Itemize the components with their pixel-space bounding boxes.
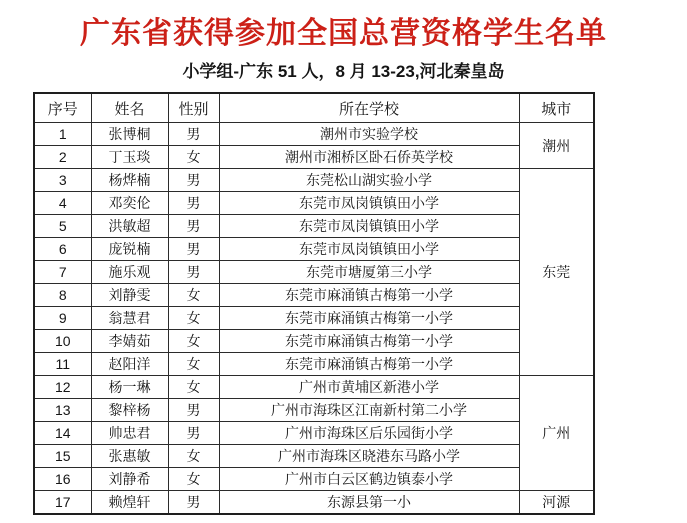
cell-gender: 男 — [168, 169, 219, 192]
cell-school: 广州市海珠区江南新村第二小学 — [219, 399, 519, 422]
cell-gender: 男 — [168, 261, 219, 284]
cell-no: 13 — [34, 399, 91, 422]
cell-no: 8 — [34, 284, 91, 307]
cell-school: 东莞市麻涌镇古梅第一小学 — [219, 284, 519, 307]
cell-name: 张惠敏 — [91, 445, 168, 468]
cell-gender: 女 — [168, 376, 219, 399]
cell-gender: 男 — [168, 238, 219, 261]
cell-no: 14 — [34, 422, 91, 445]
cell-no: 6 — [34, 238, 91, 261]
header-no: 序号 — [34, 93, 91, 123]
cell-school: 东莞市麻涌镇古梅第一小学 — [219, 330, 519, 353]
cell-school: 东莞市麻涌镇古梅第一小学 — [219, 307, 519, 330]
cell-name: 帅忠君 — [91, 422, 168, 445]
table-row — [34, 169, 594, 192]
cell-city-guangzhou: 广州 — [519, 376, 594, 491]
cell-name: 黎梓杨 — [91, 399, 168, 422]
cell-school: 东莞市凤岗镇镇田小学 — [219, 238, 519, 261]
table-row — [34, 261, 594, 284]
cell-gender: 女 — [168, 468, 219, 491]
cell-name: 洪敏超 — [91, 215, 168, 238]
cell-gender: 女 — [168, 330, 219, 353]
cell-school: 广州市海珠区后乐园街小学 — [219, 422, 519, 445]
cell-no: 3 — [34, 169, 91, 192]
cell-city-chaozhou: 潮州 — [519, 123, 594, 169]
table-row — [34, 215, 594, 238]
table-row — [34, 330, 594, 353]
table-row — [34, 284, 594, 307]
cell-gender: 男 — [168, 192, 219, 215]
table-row — [34, 445, 594, 468]
cell-name: 刘静希 — [91, 468, 168, 491]
table-row — [34, 146, 594, 169]
cell-no: 15 — [34, 445, 91, 468]
table-row — [34, 468, 594, 491]
table-row — [34, 376, 594, 399]
table-row — [34, 491, 594, 515]
cell-gender: 男 — [168, 422, 219, 445]
cell-no: 7 — [34, 261, 91, 284]
cell-school: 东莞市麻涌镇古梅第一小学 — [219, 353, 519, 376]
header-school: 所在学校 — [219, 93, 519, 123]
cell-school: 东莞市凤岗镇镇田小学 — [219, 192, 519, 215]
table-row — [34, 192, 594, 215]
page-title: 广东省获得参加全国总营资格学生名单 — [80, 17, 607, 50]
cell-name: 杨烨楠 — [91, 169, 168, 192]
table-row — [34, 422, 594, 445]
student-roster-table — [33, 92, 595, 515]
cell-name: 施乐观 — [91, 261, 168, 284]
cell-name: 翁慧君 — [91, 307, 168, 330]
page-subtitle: 小学组-广东 51 人，8 月 13-23,河北秦皇岛 — [182, 62, 505, 81]
cell-school: 潮州市实验学校 — [219, 123, 519, 146]
cell-no: 17 — [34, 491, 91, 515]
cell-school: 东源县第一小 — [219, 491, 519, 515]
cell-gender: 女 — [168, 445, 219, 468]
cell-no: 5 — [34, 215, 91, 238]
cell-school: 广州市黄埔区新港小学 — [219, 376, 519, 399]
cell-name: 丁玉琰 — [91, 146, 168, 169]
cell-gender: 女 — [168, 307, 219, 330]
cell-gender: 女 — [168, 284, 219, 307]
header-row — [34, 93, 594, 123]
cell-school: 东莞松山湖实验小学 — [219, 169, 519, 192]
cell-school: 东莞市塘厦第三小学 — [219, 261, 519, 284]
cell-no: 1 — [34, 123, 91, 146]
cell-gender: 男 — [168, 123, 219, 146]
cell-name: 张博桐 — [91, 123, 168, 146]
table-row — [34, 307, 594, 330]
table-row — [34, 238, 594, 261]
table-row — [34, 399, 594, 422]
cell-no: 9 — [34, 307, 91, 330]
header-name: 姓名 — [91, 93, 168, 123]
cell-name: 杨一琳 — [91, 376, 168, 399]
cell-no: 12 — [34, 376, 91, 399]
cell-school: 广州市海珠区晓港东马路小学 — [219, 445, 519, 468]
cell-name: 庞锐楠 — [91, 238, 168, 261]
header-city: 城市 — [519, 93, 594, 123]
cell-no: 16 — [34, 468, 91, 491]
cell-name: 赖煌轩 — [91, 491, 168, 515]
cell-school: 潮州市湘桥区卧石侨英学校 — [219, 146, 519, 169]
table-row — [34, 123, 594, 146]
cell-no: 11 — [34, 353, 91, 376]
cell-no: 2 — [34, 146, 91, 169]
cell-no: 4 — [34, 192, 91, 215]
table-row — [34, 353, 594, 376]
cell-name: 李婧茹 — [91, 330, 168, 353]
cell-school: 东莞市凤岗镇镇田小学 — [219, 215, 519, 238]
cell-gender: 男 — [168, 491, 219, 515]
cell-gender: 男 — [168, 215, 219, 238]
cell-gender: 女 — [168, 146, 219, 169]
cell-name: 邓奕伦 — [91, 192, 168, 215]
cell-gender: 女 — [168, 353, 219, 376]
cell-name: 赵阳洋 — [91, 353, 168, 376]
cell-school: 广州市白云区鹤边镇泰小学 — [219, 468, 519, 491]
cell-name: 刘静雯 — [91, 284, 168, 307]
cell-gender: 男 — [168, 399, 219, 422]
cell-city-heyuan: 河源 — [519, 491, 594, 515]
cell-city-dongguan: 东莞 — [519, 169, 594, 376]
header-gender: 性别 — [168, 93, 219, 123]
cell-no: 10 — [34, 330, 91, 353]
